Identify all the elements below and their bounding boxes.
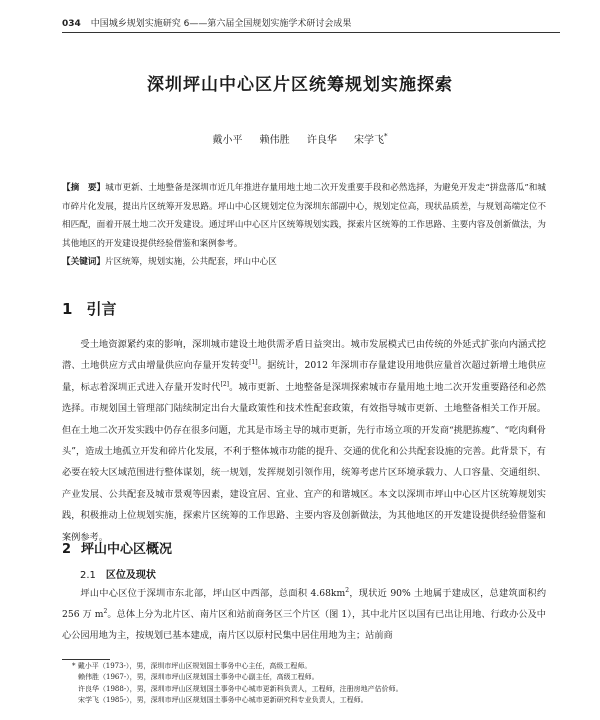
author-name: 戴小平 [212, 135, 243, 146]
section-number: 1 [62, 300, 73, 318]
citation: [1] [249, 359, 258, 367]
unit-superscript: 2 [345, 586, 350, 594]
paragraph-text: ，现状近 90% 土地属于建成区，总建筑面积约 256 万 m [62, 588, 547, 620]
abstract [62, 179, 546, 253]
subsection-heading [80, 566, 156, 581]
subsection-number: 2.1 [80, 570, 96, 581]
author-footnote-marker: * [384, 132, 388, 141]
section-title: 引言 [86, 300, 117, 318]
footnote-divider [62, 659, 110, 660]
footnote-text: 许良华（1988-），男，深圳市坪山区规划国土事务中心城市更新科负责人，工程师，注册房地产估价师。 [78, 684, 403, 693]
author-name: 许良华 [306, 135, 337, 146]
paragraph-text: 。总体上分为北片区、南片区和站前商务区三个片区（图 1），其中北片区以国有已出让用地、行政办公及中心公园用地为主，按规划已基本建成，南片区以原村民集中居住用地为主；站前商 [62, 609, 546, 641]
footnotes [72, 661, 542, 707]
footnote [72, 695, 542, 706]
abstract-label: 【摘 要】 [62, 183, 106, 193]
paper-title: 深圳坪山中心区片区统筹规划实施探索 [147, 75, 453, 95]
section-number: 2 [62, 542, 72, 557]
running-header [62, 16, 560, 33]
footnote-marker: * [72, 662, 76, 670]
section-heading [62, 538, 172, 557]
author-name: 赖伟胜 [259, 135, 290, 146]
footnote-text: 赖伟胜（1967-），男，深圳市坪山区规划国土事务中心副主任，高级工程师。 [78, 673, 319, 682]
unit-superscript: 2 [103, 607, 108, 615]
page-number: 034 [62, 19, 81, 29]
footnote-text: 宋学飞（1985-），男，深圳市坪山区规划国土事务中心城市更新研究科专业负责人，工程师。 [78, 696, 368, 705]
footnote-text: 戴小平（1973-），男，深圳市坪山区规划国土事务中心主任，高级工程师。 [77, 662, 312, 670]
author-list [0, 131, 600, 146]
footnote [72, 672, 542, 683]
paragraph-text: 坪山中心区位于深圳市东北部，坪山区中西部，总面积 4.68km [80, 588, 346, 599]
subsection-title: 区位及现状 [105, 570, 156, 581]
footnote [72, 684, 542, 695]
section-title: 坪山中心区概况 [81, 542, 173, 557]
abstract-text: 城市更新、土地整备是深圳市近几年推进存量用地土地二次开发重要手段和必然选择，为避免开发走“拼盘落瓜”和城市碎片化发展，提出片区统筹开发思路。坪山中心区规划定位为深圳东部副中心，规划定位高，现状品质差，与规划高端定位不相匹配，面着开展土地二次开发建设。通过坪山中心区片区统筹规划实践，探索片区统筹的工作思路、主要内容及创新做法，为其他地区的开发建设提供经验借鉴和案例参考。 [62, 183, 546, 249]
citation: [2] [220, 380, 229, 388]
footnote [72, 661, 542, 672]
paragraph-text: 受土地资源紧约束的影响，深圳城市建设土地供需矛盾日益突出。城市发展模式已由传统的外延式扩张向内涵式挖潜、土地供应方式由增量供应向存量开发转变 [62, 339, 546, 372]
section-2-paragraph [62, 583, 546, 646]
paragraph-text: 。据统计，2012 年深圳市存量建设用地供应量首次超过新增土地供应量，标志着深圳正式进入存量开发时代 [62, 360, 546, 393]
section-heading [62, 298, 116, 319]
keywords-text: 片区统筹，规划实施，公共配套，坪山中心区 [104, 257, 277, 267]
section-1-paragraph [62, 334, 546, 548]
paragraph-text: 。城市更新、土地整备是深圳探索城市存量用地土地二次开发重要路径和必然选择。市规划国土管理部门陆续制定出台大量政策性和技术性配套政策，有效指导城市更新、土地整备相关工作开展。但在土地二次开发实践中仍存在很多问题，尤其是市场主导的城市更新，先行市场立项的开发商“挑肥拣瘦”、“吃肉剩骨头”，造成土地孤立开发和碎片化发展，不利于整体城市功能的提升、交通的优化和公共配套设施的完善。此背景下，有必要在较大区域范围进行整体谋划，统一规划，发挥规划引领作用，统筹考虑片区环境承载力、人口容量、交通组织、产业发展、公共配套及城市景观等因素，建设宜居、宜业、宜产的和谐城区。本文以深圳市坪山中心区片区统筹规划实践，积极推动上位规划实施，探索片区统筹的工作思路、主要内容及创新做法，为其他地区的开发建设提供经验借鉴和案例参考。 [62, 381, 546, 543]
keywords [62, 253, 546, 271]
keywords-label: 【关键词】 [62, 257, 105, 267]
author-name: 宋学飞 [354, 135, 385, 146]
running-title: 中国城乡规划实施研究 6——第六届全国规划实施学术研讨会成果 [90, 19, 352, 29]
